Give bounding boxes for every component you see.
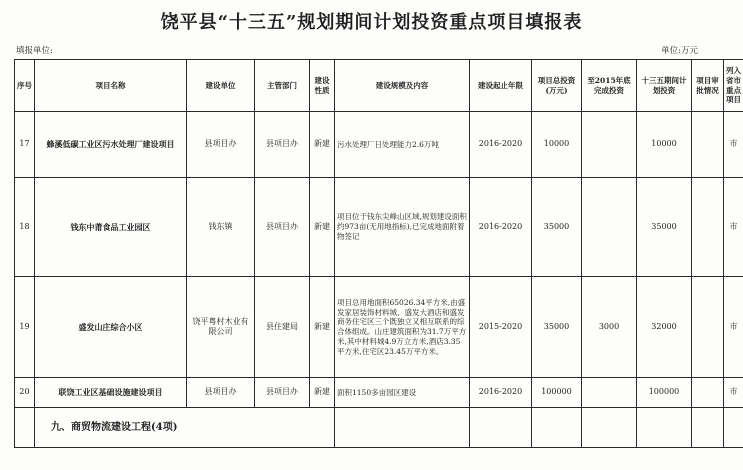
cell-seq: 19: [15, 277, 35, 378]
cell-empty: [724, 408, 743, 448]
cell-total: 35000: [532, 178, 582, 277]
cell-empty: [692, 408, 724, 448]
header-plan: 十三五期间计划投资: [637, 60, 692, 112]
table-row: [15, 277, 743, 378]
cell-org: 饶平粤村木业有限公司: [187, 277, 255, 378]
table-row: [15, 178, 743, 277]
cell-plan: 10000: [637, 112, 692, 178]
cell-plan: 32000: [637, 277, 692, 378]
cell-done: [582, 378, 637, 408]
page-title: 饶平县“十三五”规划期间计划投资重点项目填报表: [160, 12, 583, 33]
cell-scale: 项目总用地面积65026.34平方米,由盛发家居装饰材料城、盛发大酒店和盛发商务住宅区三个既独立又相互联系的综合体组成。山庄建筑面积为31.7万平方米,其中材料城4.9万立方米,酒店3.35平方米,住宅区23.45万平方米。: [335, 277, 470, 378]
cell-period: 2015-2020: [470, 277, 532, 378]
header-city: 列入省市重点项目: [724, 60, 743, 112]
header-approval: 项目审批情况: [692, 60, 724, 112]
cell-done: [582, 178, 637, 277]
cell-plan: 35000: [637, 178, 692, 277]
cell-seq: 20: [15, 378, 35, 408]
cell-approval: [692, 378, 724, 408]
cell-dept: 县项目办: [255, 112, 310, 178]
section-heading: 九、商贸物流建设工程(4项): [35, 408, 335, 448]
unit-label: 单位:万元: [661, 46, 698, 56]
section-row: [15, 408, 743, 448]
cell-org: 钱东镇: [187, 178, 255, 277]
cell-name: 盛发山庄综合小区: [35, 277, 187, 378]
cell-approval: [692, 277, 724, 378]
cell-nature: 新建: [310, 277, 335, 378]
header-dept: 主管部门: [255, 60, 310, 112]
fill-unit-label: 填报单位:: [16, 46, 53, 56]
cell-seq: 18: [15, 178, 35, 277]
cell-empty: [582, 408, 637, 448]
table-row: [15, 378, 743, 408]
cell-city: 市: [724, 178, 743, 277]
cell-scale: 污水处理厂日处理能力2.6万吨: [335, 112, 470, 178]
cell-scale: 项目位于钱东尖峰山区域,规划建设面积约973亩(无用地指标),已完成地面附着物签记: [335, 178, 470, 277]
cell-empty: [532, 408, 582, 448]
cell-dept: 县项目办: [255, 378, 310, 408]
cell-name: 钱东中莆食品工业园区: [35, 178, 187, 277]
cell-org: 县项目办: [187, 378, 255, 408]
cell-empty: [470, 408, 532, 448]
cell-org: 县项目办: [187, 112, 255, 178]
cell-plan: 100000: [637, 378, 692, 408]
header-nature: 建设性质: [310, 60, 335, 112]
cell-scale: 面积1150多亩园区建设: [335, 378, 470, 408]
table-header-row: [15, 60, 743, 112]
header-period: 建设起止年限: [470, 60, 532, 112]
cell-city: 市: [724, 378, 743, 408]
cell-name: 蜂溪低碳工业区污水处理厂建设项目: [35, 112, 187, 178]
header-done: 至2015年底完成投资: [582, 60, 637, 112]
cell-done: [582, 112, 637, 178]
cell-nature: 新建: [310, 112, 335, 178]
cell-period: 2016-2020: [470, 378, 532, 408]
cell-total: 100000: [532, 378, 582, 408]
cell-dept: 县住建局: [255, 277, 310, 378]
cell-period: 2016-2020: [470, 112, 532, 178]
header-name: 项目名称: [35, 60, 187, 112]
cell-seq: 17: [15, 112, 35, 178]
cell-nature: 新建: [310, 378, 335, 408]
cell-seq-empty: [15, 408, 35, 448]
cell-nature: 新建: [310, 178, 335, 277]
cell-empty: [335, 408, 470, 448]
cell-approval: [692, 112, 724, 178]
cell-total: 10000: [532, 112, 582, 178]
project-table: [14, 59, 743, 448]
cell-name: 联饶工业区基础设施建设项目: [35, 378, 187, 408]
cell-empty: [637, 408, 692, 448]
cell-dept: 县项目办: [255, 178, 310, 277]
cell-city: 市: [724, 277, 743, 378]
header-scale: 建设规模及内容: [335, 60, 470, 112]
table-row: [15, 112, 743, 178]
header-org: 建设单位: [187, 60, 255, 112]
header-total: 项目总投资(万元): [532, 60, 582, 112]
cell-total: 35000: [532, 277, 582, 378]
cell-done: 3000: [582, 277, 637, 378]
header-seq: 序号: [15, 60, 35, 112]
cell-city: 市: [724, 112, 743, 178]
cell-approval: [692, 178, 724, 277]
cell-period: 2016-2020: [470, 178, 532, 277]
